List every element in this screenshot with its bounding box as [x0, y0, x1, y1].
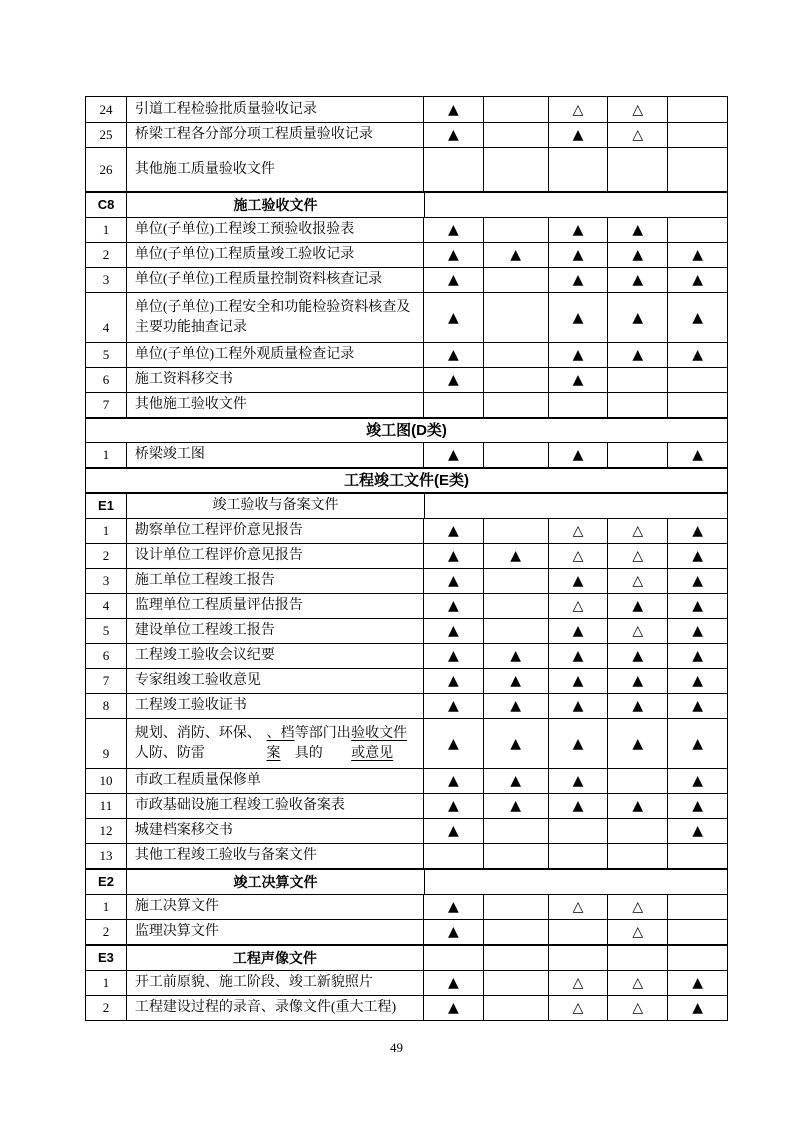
filled-triangle-cell: ▲ [423, 97, 483, 122]
filled-triangle-cell: ▲ [607, 243, 667, 267]
row-number: 9 [102, 746, 110, 761]
underlined-text: 验收文件或意见 [351, 725, 408, 761]
empty-cell [548, 393, 608, 417]
hollow-triangle-cell: △ [607, 971, 667, 995]
row-description: 工程建设过程的录音、录像文件(重大工程) [126, 996, 423, 1020]
row-number: 1 [102, 222, 110, 237]
row-number: 13 [99, 848, 113, 863]
table-row [86, 593, 727, 618]
row-number: 3 [102, 272, 110, 287]
hollow-triangle-cell: △ [548, 519, 608, 543]
filled-triangle-cell: ▲ [423, 268, 483, 292]
empty-cell [667, 123, 727, 147]
filled-triangle-cell: ▲ [548, 769, 608, 793]
filled-triangle-cell: ▲ [548, 569, 608, 593]
row-description: 单位(子单位)工程质量控制资料核查记录 [126, 268, 423, 292]
filled-triangle-cell: ▲ [423, 669, 483, 693]
row-number: 1 [102, 975, 110, 990]
row-number: 5 [102, 623, 110, 638]
empty-cell [483, 844, 548, 868]
table-row [86, 768, 727, 793]
hollow-triangle-cell: △ [548, 971, 608, 995]
table-row [86, 392, 727, 417]
filled-triangle-cell: ▲ [483, 769, 548, 793]
empty-cell [483, 123, 548, 147]
empty-cell [607, 844, 667, 868]
hollow-triangle-cell: △ [607, 920, 667, 944]
row-number: 2 [102, 924, 110, 939]
empty-cell [483, 268, 548, 292]
row-description: 其他施工验收文件 [126, 393, 423, 417]
table-row [86, 543, 727, 568]
section-title: 竣工图(D类) [366, 421, 447, 439]
row-description: 其他施工质量验收文件 [126, 148, 423, 191]
filled-triangle-cell: ▲ [607, 694, 667, 718]
filled-triangle-cell: ▲ [548, 694, 608, 718]
empty-cell [423, 148, 483, 191]
hollow-triangle-cell: △ [607, 544, 667, 568]
empty-cell [667, 844, 727, 868]
empty-cell [483, 393, 548, 417]
empty-cell [607, 368, 667, 392]
empty-cell [548, 946, 608, 970]
filled-triangle-cell: ▲ [667, 971, 727, 995]
empty-cell [483, 218, 548, 242]
row-description: 施工单位工程竣工报告 [126, 569, 423, 593]
row-number: 8 [102, 698, 110, 713]
merged-empty-cell [424, 494, 727, 518]
hollow-triangle-cell: △ [607, 123, 667, 147]
row-description: 建设单位工程竣工报告 [126, 619, 423, 643]
empty-cell [607, 946, 667, 970]
row-number: 10 [99, 773, 113, 788]
filled-triangle-cell: ▲ [607, 218, 667, 242]
row-number: E1 [98, 498, 114, 513]
row-number: 7 [102, 673, 110, 688]
row-description: 工程声像文件 [126, 946, 423, 970]
merged-empty-cell [424, 870, 727, 894]
empty-cell [483, 996, 548, 1020]
hollow-triangle-cell: △ [607, 895, 667, 919]
row-number: C8 [97, 197, 115, 212]
table-row [86, 868, 727, 894]
table-row [86, 242, 727, 267]
empty-cell [483, 619, 548, 643]
section-header-row [86, 417, 727, 442]
row-number: 1 [102, 899, 110, 914]
filled-triangle-cell: ▲ [667, 268, 727, 292]
empty-cell [607, 769, 667, 793]
row-number: E2 [98, 874, 114, 889]
filled-triangle-cell: ▲ [607, 719, 667, 768]
table-row [86, 944, 727, 970]
filled-triangle-cell: ▲ [548, 794, 608, 818]
filled-triangle-cell: ▲ [667, 443, 727, 467]
page-number: 49 [390, 1040, 403, 1055]
filled-triangle-cell: ▲ [548, 243, 608, 267]
filled-triangle-cell: ▲ [548, 719, 608, 768]
row-description: 开工前原貌、施工阶段、竣工新貌照片 [126, 971, 423, 995]
filled-triangle-cell: ▲ [423, 368, 483, 392]
row-description: 监理决算文件 [126, 920, 423, 944]
filled-triangle-cell: ▲ [423, 218, 483, 242]
row-number: 26 [99, 161, 113, 177]
filled-triangle-cell: ▲ [667, 794, 727, 818]
table-row [86, 518, 727, 543]
filled-triangle-cell: ▲ [667, 519, 727, 543]
filled-triangle-cell: ▲ [607, 293, 667, 342]
empty-cell [667, 895, 727, 919]
filled-triangle-cell: ▲ [423, 794, 483, 818]
row-description: 施工资料移交书 [126, 368, 423, 392]
row-number: 2 [102, 1000, 110, 1015]
empty-cell [667, 368, 727, 392]
row-description: 市政基础设施工程竣工验收备案表 [126, 794, 423, 818]
filled-triangle-cell: ▲ [667, 719, 727, 768]
filled-triangle-cell: ▲ [548, 619, 608, 643]
row-number: 1 [102, 447, 110, 462]
hollow-triangle-cell: △ [548, 594, 608, 618]
empty-cell [483, 819, 548, 843]
table-row [86, 267, 727, 292]
empty-cell [667, 218, 727, 242]
table-row [86, 693, 727, 718]
row-number: 6 [102, 648, 110, 663]
plain-text: 等部门出具的 [294, 725, 351, 761]
hollow-triangle-cell: △ [607, 569, 667, 593]
filled-triangle-cell: ▲ [548, 293, 608, 342]
table-row [86, 97, 727, 122]
filled-triangle-cell: ▲ [548, 268, 608, 292]
row-description: 桥梁工程各分部分项工程质量验收记录 [126, 123, 423, 147]
hollow-triangle-cell: △ [607, 519, 667, 543]
filled-triangle-cell: ▲ [667, 644, 727, 668]
underlined-text: 、档案 [266, 725, 295, 761]
filled-triangle-cell: ▲ [667, 819, 727, 843]
row-number: 12 [99, 823, 113, 838]
row-description: 桥梁竣工图 [126, 443, 423, 467]
row-number: 24 [99, 101, 113, 117]
filled-triangle-cell: ▲ [667, 569, 727, 593]
row-number: 3 [102, 573, 110, 588]
hollow-triangle-cell: △ [607, 996, 667, 1020]
row-description: 单位(子单位)工程质量竣工验收记录 [126, 243, 423, 267]
row-description: 单位(子单位)工程竣工预验收报验表 [126, 218, 423, 242]
empty-cell [483, 946, 548, 970]
empty-cell [483, 293, 548, 342]
table-row [86, 217, 727, 242]
row-number: 2 [102, 247, 110, 262]
filled-triangle-cell: ▲ [548, 368, 608, 392]
filled-triangle-cell: ▲ [667, 594, 727, 618]
filled-triangle-cell: ▲ [423, 519, 483, 543]
empty-cell [483, 594, 548, 618]
section-title: 工程竣工文件(E类) [344, 471, 469, 489]
hollow-triangle-cell: △ [548, 97, 608, 122]
empty-cell [548, 148, 608, 191]
hollow-triangle-cell: △ [548, 544, 608, 568]
empty-cell [483, 97, 548, 122]
empty-cell [483, 148, 548, 191]
empty-cell [548, 920, 608, 944]
filled-triangle-cell: ▲ [423, 569, 483, 593]
empty-cell [667, 946, 727, 970]
empty-cell [423, 946, 483, 970]
filled-triangle-cell: ▲ [667, 343, 727, 367]
filled-triangle-cell: ▲ [423, 343, 483, 367]
row-number: E3 [97, 950, 114, 965]
row-description: 勘察单位工程评价意见报告 [126, 519, 423, 543]
filled-triangle-cell: ▲ [667, 694, 727, 718]
row-number: 6 [102, 372, 110, 387]
acceptance-documents-table [85, 96, 728, 1021]
hollow-triangle-cell: △ [548, 895, 608, 919]
table-row [86, 995, 727, 1020]
table-row [86, 818, 727, 843]
empty-cell [483, 368, 548, 392]
filled-triangle-cell: ▲ [667, 669, 727, 693]
empty-cell [607, 393, 667, 417]
filled-triangle-cell: ▲ [607, 268, 667, 292]
filled-triangle-cell: ▲ [423, 443, 483, 467]
row-number: 1 [102, 523, 110, 538]
table-row [86, 122, 727, 147]
row-description: 城建档案移交书 [126, 819, 423, 843]
row-number: 4 [102, 320, 110, 335]
filled-triangle-cell: ▲ [667, 996, 727, 1020]
table-row [86, 970, 727, 995]
filled-triangle-cell: ▲ [667, 243, 727, 267]
filled-triangle-cell: ▲ [607, 794, 667, 818]
filled-triangle-cell: ▲ [423, 644, 483, 668]
plain-text: 规划、消防、环保、人防、防雷 [134, 725, 261, 761]
table-row [86, 894, 727, 919]
empty-cell [483, 895, 548, 919]
filled-triangle-cell: ▲ [667, 544, 727, 568]
table-row [86, 292, 727, 342]
empty-cell [483, 519, 548, 543]
filled-triangle-cell: ▲ [423, 719, 483, 768]
filled-triangle-cell: ▲ [607, 644, 667, 668]
filled-triangle-cell: ▲ [607, 669, 667, 693]
row-description: 施工决算文件 [126, 895, 423, 919]
filled-triangle-cell: ▲ [423, 619, 483, 643]
filled-triangle-cell: ▲ [423, 769, 483, 793]
table-row [86, 442, 727, 467]
hollow-triangle-cell: △ [548, 996, 608, 1020]
row-number: 7 [102, 397, 110, 412]
empty-cell [607, 148, 667, 191]
table-row [86, 191, 727, 217]
merged-empty-cell [424, 193, 727, 217]
filled-triangle-cell: ▲ [548, 343, 608, 367]
filled-triangle-cell: ▲ [423, 594, 483, 618]
empty-cell [548, 844, 608, 868]
hollow-triangle-cell: △ [607, 97, 667, 122]
empty-cell [548, 819, 608, 843]
filled-triangle-cell: ▲ [423, 544, 483, 568]
row-number: 11 [99, 798, 113, 813]
filled-triangle-cell: ▲ [423, 293, 483, 342]
table-row [86, 568, 727, 593]
table-row [86, 643, 727, 668]
table-row [86, 367, 727, 392]
empty-cell [483, 920, 548, 944]
filled-triangle-cell: ▲ [483, 719, 548, 768]
filled-triangle-cell: ▲ [423, 694, 483, 718]
filled-triangle-cell: ▲ [548, 644, 608, 668]
row-description: 竣工验收与备案文件 [126, 494, 424, 518]
table-row [86, 492, 727, 518]
row-description: 竣工决算文件 [126, 870, 424, 894]
filled-triangle-cell: ▲ [667, 293, 727, 342]
filled-triangle-cell: ▲ [483, 794, 548, 818]
filled-triangle-cell: ▲ [423, 819, 483, 843]
empty-cell [423, 393, 483, 417]
row-description: 引道工程检验批质量验收记录 [126, 97, 423, 122]
row-description: 施工验收文件 [126, 193, 424, 217]
row-description: 工程竣工验收证书 [126, 694, 423, 718]
filled-triangle-cell: ▲ [423, 895, 483, 919]
filled-triangle-cell: ▲ [548, 218, 608, 242]
filled-triangle-cell: ▲ [483, 669, 548, 693]
row-number: 5 [102, 347, 110, 362]
row-number: 2 [102, 548, 110, 563]
row-description: 单位(子单位)工程安全和功能检验资料核查及主要功能抽查记录 [126, 293, 423, 342]
empty-cell [667, 148, 727, 191]
empty-cell [607, 443, 667, 467]
row-description: 设计单位工程评价意见报告 [126, 544, 423, 568]
row-description: 专家组竣工验收意见 [126, 669, 423, 693]
filled-triangle-cell: ▲ [483, 694, 548, 718]
empty-cell [423, 844, 483, 868]
table-row [86, 919, 727, 944]
row-description: 监理单位工程质量评估报告 [126, 594, 423, 618]
filled-triangle-cell: ▲ [548, 123, 608, 147]
table-row [86, 718, 727, 768]
filled-triangle-cell: ▲ [483, 544, 548, 568]
table-row [86, 147, 727, 191]
empty-cell [483, 569, 548, 593]
row-description: 市政工程质量保修单 [126, 769, 423, 793]
empty-cell [483, 343, 548, 367]
filled-triangle-cell: ▲ [423, 243, 483, 267]
empty-cell [607, 819, 667, 843]
empty-cell [483, 443, 548, 467]
filled-triangle-cell: ▲ [423, 920, 483, 944]
empty-cell [667, 393, 727, 417]
row-description: 工程竣工验收会议纪要 [126, 644, 423, 668]
table-row [86, 843, 727, 868]
row-number: 25 [99, 127, 113, 142]
table-row [86, 342, 727, 367]
filled-triangle-cell: ▲ [607, 343, 667, 367]
row-number: 4 [102, 598, 110, 613]
table-row [86, 618, 727, 643]
filled-triangle-cell: ▲ [548, 669, 608, 693]
row-description [126, 719, 423, 768]
row-description: 其他工程竣工验收与备案文件 [126, 844, 423, 868]
hollow-triangle-cell: △ [607, 619, 667, 643]
table-row [86, 793, 727, 818]
empty-cell [483, 971, 548, 995]
filled-triangle-cell: ▲ [667, 619, 727, 643]
row-description: 单位(子单位)工程外观质量检查记录 [126, 343, 423, 367]
filled-triangle-cell: ▲ [607, 594, 667, 618]
filled-triangle-cell: ▲ [423, 123, 483, 147]
filled-triangle-cell: ▲ [548, 443, 608, 467]
filled-triangle-cell: ▲ [483, 644, 548, 668]
filled-triangle-cell: ▲ [423, 971, 483, 995]
empty-cell [667, 97, 727, 122]
filled-triangle-cell: ▲ [667, 769, 727, 793]
filled-triangle-cell: ▲ [483, 243, 548, 267]
empty-cell [667, 920, 727, 944]
table-row [86, 668, 727, 693]
filled-triangle-cell: ▲ [423, 996, 483, 1020]
section-header-row [86, 467, 727, 492]
